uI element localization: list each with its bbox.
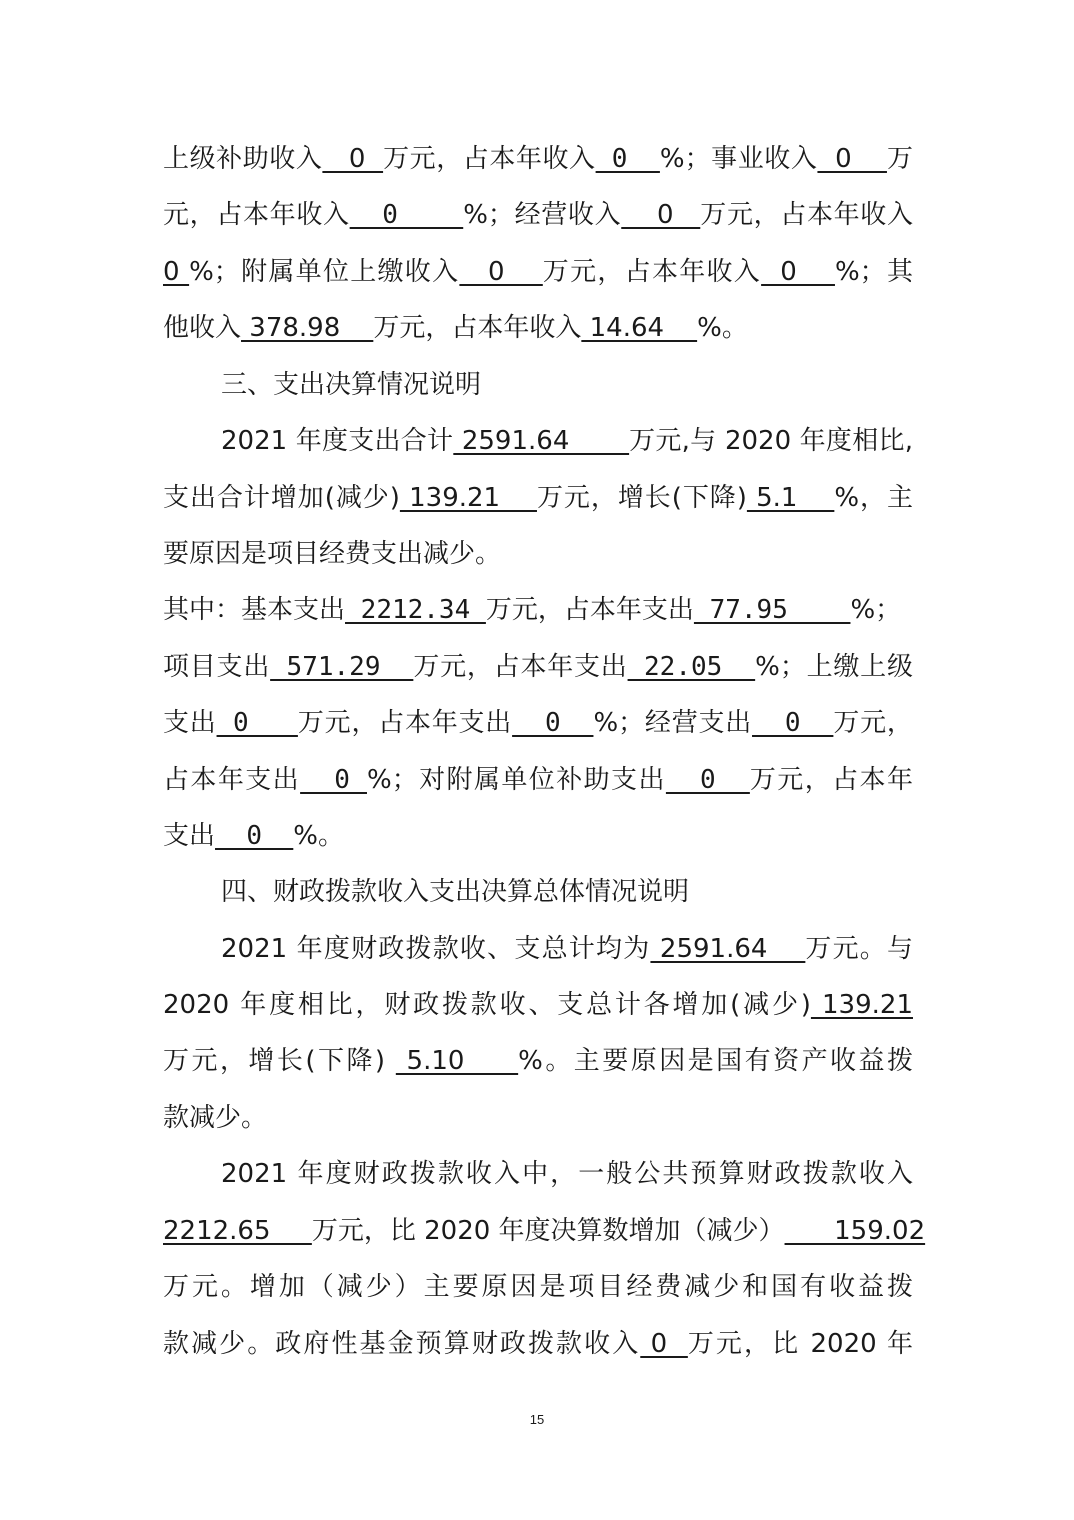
text: 占本年支出	[163, 765, 301, 795]
s4-line-7: 万元。增加（减少）主要原因是项目经费减少和国有收益拨	[163, 1272, 913, 1302]
s3-line-8	[163, 818, 913, 854]
text: %；对附属单位补助支出	[366, 765, 666, 795]
s4-line-8	[163, 1326, 913, 1362]
value-pct: 0	[512, 708, 594, 738]
s4-line-6	[163, 1213, 926, 1249]
intro-line-2	[163, 197, 913, 233]
text: 万元。与	[805, 934, 914, 964]
text: 支出	[163, 821, 216, 851]
value-operating-income: 0	[621, 200, 701, 230]
text: 万元，占本年	[749, 765, 913, 795]
text: %；经营支出	[593, 708, 753, 738]
s4-line-5: 2021 年度财政拨款收入中，一般公共预算财政拨款收入	[221, 1159, 913, 1189]
text: 万元，增长(下降)	[536, 483, 747, 513]
value-operating-expenditure: 0	[752, 708, 834, 738]
value-pct: 0	[761, 257, 835, 287]
text: 万元，比 2020 年	[687, 1329, 913, 1359]
s3-line-3: 要原因是项目经费支出减少。	[163, 539, 502, 569]
text: 万元，增长(下降)	[163, 1046, 396, 1076]
text: 上级补助收入	[163, 144, 323, 174]
value-pct: 77.95	[693, 595, 851, 625]
s3-line-1	[221, 423, 913, 459]
value-gov-fund: 0	[640, 1329, 688, 1359]
value-total-expenditure: 2591.64	[453, 426, 630, 456]
section-4-heading: 四、财政拨款收入支出决算总体情况说明	[221, 877, 690, 907]
value-pct: 0	[215, 821, 294, 851]
s4-line-3	[163, 1043, 913, 1079]
text: 万元，占本年支出	[413, 652, 628, 682]
value-pct: 0	[349, 200, 464, 230]
text: 万元，	[833, 708, 913, 738]
text: %；事业收入	[659, 144, 818, 174]
text: 万元，占本年支出	[485, 595, 694, 625]
value-pct: 0	[163, 257, 190, 287]
text: 万元，占本年收入	[383, 144, 596, 174]
value-general-budget: 2212.65	[163, 1216, 312, 1246]
text: 元，占本年收入	[163, 200, 350, 230]
value-affiliate-subsidy: 0	[665, 765, 750, 795]
text: %。主要原因是国有资产收益拨	[518, 1046, 913, 1076]
value-pct: 0	[595, 144, 660, 174]
text: 支出	[163, 708, 217, 738]
text: %；经营收入	[463, 200, 622, 230]
intro-line-3	[163, 254, 913, 290]
value-pct: 14.64	[581, 313, 698, 343]
text: 2020 年度相比，财政拨款收、支总计各增加(减少)	[163, 990, 811, 1020]
text: 万元,与 2020 年度相比,	[629, 426, 913, 456]
text: 款减少。政府性基金预算财政拨款收入	[163, 1329, 641, 1359]
s4-line-4: 款减少。	[163, 1103, 268, 1133]
s3-line-7	[163, 762, 913, 798]
section-3-heading: 三、支出决算情况说明	[221, 370, 482, 400]
value-pct: 22.05	[627, 652, 756, 682]
s3-line-6	[163, 705, 913, 741]
text: %；	[850, 595, 902, 625]
text: 他收入	[163, 313, 242, 343]
text: 项目支出	[163, 652, 271, 682]
text: %；附属单位上缴收入	[189, 257, 460, 287]
value-superior-subsidy: 0	[322, 144, 384, 174]
value-business-income: 0	[817, 144, 887, 174]
value-pct: 5.10	[395, 1046, 519, 1076]
text: %。	[697, 313, 748, 343]
text: 2021 年度支出合计	[221, 426, 454, 456]
text: %；上缴上级	[755, 652, 913, 682]
value-other-income: 378.98	[241, 313, 374, 343]
s3-line-5	[163, 649, 913, 685]
intro-line-1	[163, 141, 913, 177]
page-number: 15	[529, 1412, 545, 1427]
s4-line-2	[163, 987, 913, 1023]
value-affiliate-income: 0	[459, 257, 543, 287]
value-change: 139.21	[399, 483, 537, 513]
text: 其中：基本支出	[163, 595, 346, 625]
value-basic-expenditure: 2212.34	[345, 595, 486, 625]
value-project-expenditure: 571.29	[270, 652, 414, 682]
text: 万元，比 2020 年度决算数增加（减少）	[311, 1216, 785, 1246]
text: 2021 年度财政拨款收、支总计均为	[221, 934, 651, 964]
text: %。	[293, 821, 345, 851]
s4-line-1	[221, 931, 913, 967]
text: 万元，占本年收入	[373, 313, 582, 343]
value-fiscal-change: 139.21	[810, 990, 913, 1020]
text: %；其	[834, 257, 913, 287]
text: 万	[886, 144, 913, 174]
value-pct: 5.1	[746, 483, 835, 513]
s3-line-2	[163, 480, 913, 516]
intro-line-4	[163, 310, 913, 346]
s3-line-4	[163, 592, 913, 628]
value-budget-change: 159.02	[784, 1216, 926, 1246]
value-fiscal-total: 2591.64	[650, 934, 806, 964]
text: %，主	[834, 483, 913, 513]
value-remit-expenditure: 0	[216, 708, 298, 738]
text: 支出合计增加(减少)	[163, 483, 400, 513]
text: 万元，占本年支出	[297, 708, 513, 738]
value-pct: 0	[300, 765, 367, 795]
text: 万元，占本年收入	[542, 257, 762, 287]
text: 万元，占本年收入	[700, 200, 913, 230]
